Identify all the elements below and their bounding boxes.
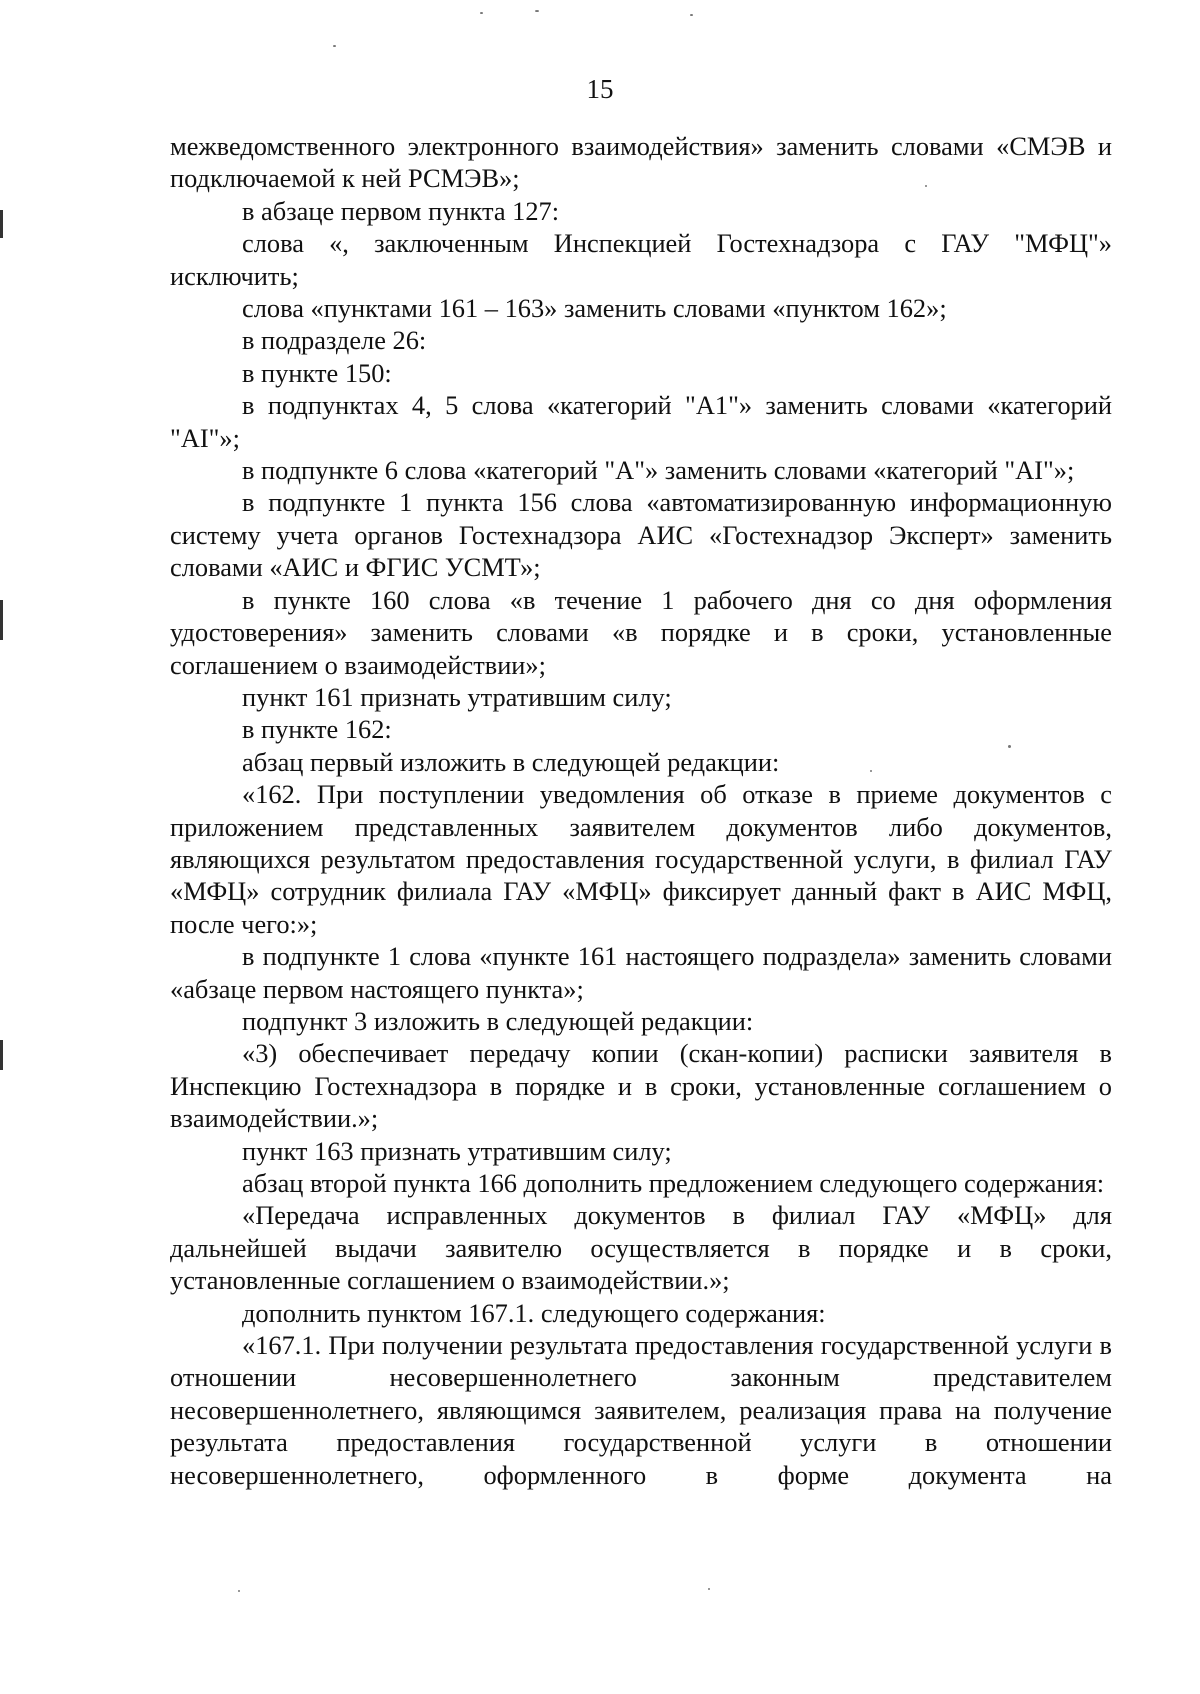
paragraph-continuation: межведомственного электронного взаимодействия» заменить словами «СМЭВ и подключаемой к ней РСМЭВ»; bbox=[170, 131, 1112, 194]
scan-speck bbox=[480, 12, 483, 14]
paragraph: абзац второй пункта 166 дополнить предложением следующего содержания: bbox=[242, 1168, 1105, 1198]
scan-speck bbox=[690, 14, 693, 16]
paragraph: в подпункте 1 пункта 156 слова «автоматизированную информационную систему учета органов Гостехнадзора АИС «Гостехнадзор Эксперт» заменить словами «АИС и ФГИС УСМТ»; bbox=[170, 487, 1112, 583]
paragraph: в пункте 150: bbox=[242, 357, 392, 388]
document-body bbox=[170, 130, 1112, 1491]
scan-speck bbox=[535, 10, 539, 12]
paragraph: дополнить пунктом 167.1. следующего содержания: bbox=[242, 1297, 826, 1328]
paragraph: слова «, заключенным Инспекцией Гостехнадзора с ГАУ "МФЦ"» исключить; bbox=[170, 228, 1112, 291]
paragraph: пункт 161 признать утратившим силу; bbox=[242, 681, 672, 712]
scan-edge-mark bbox=[0, 1040, 3, 1070]
paragraph: в пункте 162: bbox=[242, 714, 392, 745]
scan-edge-mark bbox=[0, 600, 3, 640]
paragraph: в подпункте 1 слова «пункте 161 настоящего подраздела» заменить словами «абзаце первом настоящего пункта»; bbox=[170, 941, 1112, 1004]
paragraph: «Передача исправленных документов в филиал ГАУ «МФЦ» для дальнейшей выдачи заявителю осуществляется в порядке и в сроки, установленные соглашением о взаимодействии.»; bbox=[170, 1200, 1112, 1296]
paragraph: «3) обеспечивает передачу копии (скан-копии) расписки заявителя в Инспекцию Гостехнадзора в порядке и в сроки, установленные соглашением о взаимодействии.»; bbox=[170, 1038, 1112, 1134]
paragraph: абзац первый изложить в следующей редакции: bbox=[242, 746, 780, 777]
paragraph: в подпунктах 4, 5 слова «категорий "А1"» заменить словами «категорий "AI"»; bbox=[170, 390, 1112, 453]
scan-speck bbox=[238, 1590, 240, 1592]
paragraph: слова «пунктами 161 – 163» заменить словами «пунктом 162»; bbox=[242, 293, 947, 324]
paragraph: в пункте 160 слова «в течение 1 рабочего дня со дня оформления удостоверения» заменить словами «в порядке и в сроки, установленные соглашением о взаимодействии»; bbox=[170, 584, 1112, 680]
paragraph: в подразделе 26: bbox=[242, 325, 427, 356]
page-number: 15 bbox=[586, 74, 614, 104]
paragraph: «162. При поступлении уведомления об отказе в приеме документов с приложением представленных заявителем документов либо документов, являющихся результатом предоставления государственной услуги, в филиал ГАУ «МФЦ» сотрудник филиала ГАУ «МФЦ» фиксирует данный факт в АИС МФЦ, после чего:»; bbox=[170, 779, 1112, 939]
scan-speck bbox=[333, 45, 336, 47]
scan-speck bbox=[708, 1588, 710, 1590]
paragraph: подпункт 3 изложить в следующей редакции: bbox=[242, 1005, 754, 1036]
scan-edge-mark bbox=[0, 210, 3, 238]
paragraph: в подпункте 6 слова «категорий "А"» заменить словами «категорий "AI"»; bbox=[242, 455, 1075, 486]
paragraph-continues-next-page: «167.1. При получении результата предоставления государственной услуги в отношении несовершеннолетнего законным представителем несовершеннолетнего, являющимся заявителем, реализация права на получение результата предоставления государственной услуги в отношении несовершеннолетнего, оформленного в форме документа на bbox=[170, 1330, 1112, 1490]
paragraph: пункт 163 признать утратившим силу; bbox=[242, 1135, 672, 1166]
paragraph: в абзаце первом пункта 127: bbox=[242, 195, 560, 226]
